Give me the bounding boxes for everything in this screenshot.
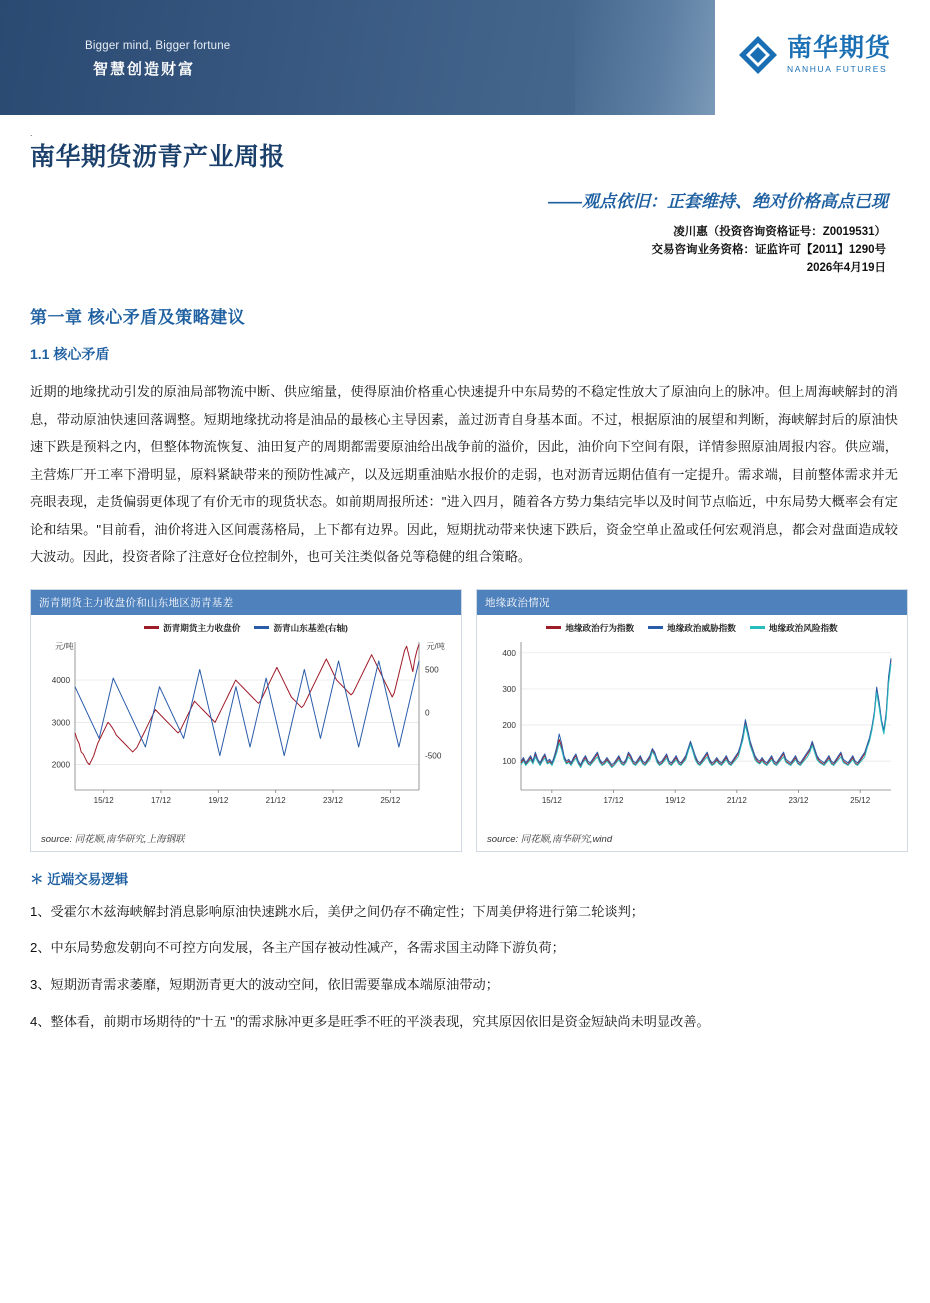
legend-item bbox=[546, 622, 634, 634]
charts-row bbox=[30, 589, 898, 852]
legend-item bbox=[254, 622, 347, 634]
list-item: 4、整体看，前期市场期待的"十五 "的需求脉冲更多是旺季不旺的平淡表现，究其原因依旧是资金短缺尚未明显改善。 bbox=[30, 1013, 710, 1029]
legend-swatch-icon bbox=[254, 626, 269, 629]
body-paragraph: 近期的地缘扰动引发的原油局部物流中断、供应缩量，使得原油价格重心快速提升中东局势的不稳定性放大了原油向上的脉冲。但上周海峡解封的消息，带动原油快速回落调整。短期地缘扰动将是油品的最核心主导因素，盖过沥青自身基本面。不过，根据原油的展望和判断，海峡解封后的原油快速下跌是预料之内，但整体物流恢复、油田复产的周期都需要原油给出战争前的溢价，因此，油价向下空间有限，详情参照原油周报内容。供应端，主营炼厂开工率下滑明显，原料紧缺带来的预防性减产，以及远期重油贴水报价的走弱，也对沥青远期估值有一定提升。需求端，目前整体需求并无亮眼表现，走货偏弱更体现了有价无市的现货状态。如前期周报所述："进入四月，随着各方势力集结完毕以及时间节点临近，中东局势大概率会有定论和结果。"目前看，油价将进入区间震荡格局，上下都有边界。因此，短期扰动带来快速下跌后，资金空单止盈或任何宏观消息，都会对盘面造成较大波动。因此，投资者除了注意好仓位控制外，也可关注类似备兑等稳健的组合策略。 bbox=[30, 384, 898, 565]
svg-text:19/12: 19/12 bbox=[665, 795, 686, 805]
logo-text-cn: 南华期货 bbox=[787, 34, 892, 62]
svg-text:21/12: 21/12 bbox=[265, 795, 286, 805]
legend-swatch-icon bbox=[750, 626, 765, 629]
svg-text:17/12: 17/12 bbox=[603, 795, 624, 805]
svg-text:15/12: 15/12 bbox=[93, 795, 114, 805]
legend-label: 沥青山东基差(右轴) bbox=[273, 622, 348, 633]
legend-swatch-icon bbox=[648, 626, 663, 629]
legend-item bbox=[648, 622, 736, 634]
chart-legend-2 bbox=[477, 615, 907, 634]
svg-text:300: 300 bbox=[502, 684, 516, 694]
svg-text:21/12: 21/12 bbox=[726, 795, 747, 805]
svg-text:500: 500 bbox=[425, 665, 439, 675]
legend-label: 地缘政治风险指数 bbox=[768, 622, 838, 633]
legend-label: 沥青期货主力收盘价 bbox=[163, 622, 241, 633]
svg-text:0: 0 bbox=[425, 708, 430, 718]
chart-card-bitumen-price-basis bbox=[30, 589, 462, 852]
svg-text:-500: -500 bbox=[425, 751, 442, 761]
list-item: 1、受霍尔木兹海峡解封消息影响原油快速跳水后，美伊之间仍存不确定性；下周美伊将进行第二轮谈判； bbox=[30, 903, 644, 919]
chart-title-2: 地缘政治情况 bbox=[477, 590, 907, 615]
list-item: 3、短期沥青需求萎靡，短期沥青更大的波动空间，依旧需要靠成本端原油带动； bbox=[30, 977, 499, 993]
svg-text:3000: 3000 bbox=[51, 717, 70, 727]
legend-swatch-icon bbox=[546, 626, 561, 629]
svg-text:19/12: 19/12 bbox=[208, 795, 229, 805]
stray-dot-marker: . bbox=[30, 128, 33, 138]
chart-plot-area-1 bbox=[31, 615, 461, 827]
chart-title-1: 沥青期货主力收盘价和山东地区沥青基差 bbox=[31, 590, 461, 615]
svg-text:23/12: 23/12 bbox=[322, 795, 344, 805]
page-header-banner bbox=[0, 0, 930, 115]
list-item: 2、中东局势愈发朝向不可控方向发展，各主产国存被动性减产，各需求国主动降下游负荷； bbox=[30, 940, 565, 956]
chart-source-1: source: 同花顺,南华研究,上海钢联 bbox=[41, 833, 185, 845]
banner-logo-panel bbox=[715, 0, 930, 115]
page-subtitle: ——观点依旧：正套维持、绝对价格高点已现 bbox=[548, 192, 888, 211]
chart-card-geopolitics bbox=[476, 589, 908, 852]
license-line: 交易咨询业务资格：证监许可【2011】1290号 bbox=[651, 243, 886, 256]
svg-text:15/12: 15/12 bbox=[541, 795, 562, 805]
logo-text-en: NANHUA FUTURES bbox=[787, 64, 888, 74]
author-meta-block bbox=[30, 224, 890, 277]
banner-left-panel bbox=[0, 0, 575, 115]
chapter-heading: 第一章 核心矛盾及策略建议 bbox=[30, 308, 246, 328]
chart-plot-area-2 bbox=[477, 615, 907, 827]
slogan-chinese: 智慧创造财富 bbox=[93, 61, 196, 78]
svg-text:17/12: 17/12 bbox=[150, 795, 172, 805]
chart-source-2: source: 同花顺,南华研究,wind bbox=[487, 833, 613, 845]
chart-svg-1 bbox=[31, 634, 461, 812]
section-heading-core-conflict: 1.1 核心矛盾 bbox=[30, 346, 110, 363]
svg-text:25/12: 25/12 bbox=[850, 795, 871, 805]
trade-logic-heading: ＊ 近端交易逻辑 bbox=[30, 871, 129, 887]
date-line: 2026年4月19日 bbox=[806, 261, 886, 274]
slogan-english: Bigger mind, Bigger fortune bbox=[85, 40, 231, 52]
chart-svg-2 bbox=[477, 634, 907, 812]
legend-label: 地缘政治行为指数 bbox=[565, 622, 635, 633]
svg-text:400: 400 bbox=[502, 648, 516, 658]
author-line: 凌川惠（投资咨询资格证号：Z0019531） bbox=[673, 226, 886, 238]
axis-unit-left-1: 元/吨 bbox=[55, 641, 74, 651]
page-title: 南华期货沥青产业周报 bbox=[30, 143, 286, 171]
legend-item bbox=[144, 622, 240, 634]
legend-item bbox=[750, 622, 838, 634]
svg-text:23/12: 23/12 bbox=[788, 795, 809, 805]
axis-unit-right-1: 元/吨 bbox=[426, 641, 445, 651]
chart-legend-1 bbox=[31, 615, 461, 634]
title-zone bbox=[0, 115, 930, 277]
svg-text:2000: 2000 bbox=[51, 760, 70, 770]
company-logo bbox=[737, 34, 891, 76]
banner-gradient-panel bbox=[575, 0, 715, 115]
legend-label: 地缘政治威胁指数 bbox=[667, 622, 736, 633]
logo-diamond-icon bbox=[737, 34, 779, 76]
legend-swatch-icon bbox=[144, 626, 159, 629]
svg-text:100: 100 bbox=[502, 756, 516, 766]
svg-text:4000: 4000 bbox=[51, 675, 70, 685]
svg-text:25/12: 25/12 bbox=[380, 795, 401, 805]
svg-text:200: 200 bbox=[502, 720, 516, 730]
